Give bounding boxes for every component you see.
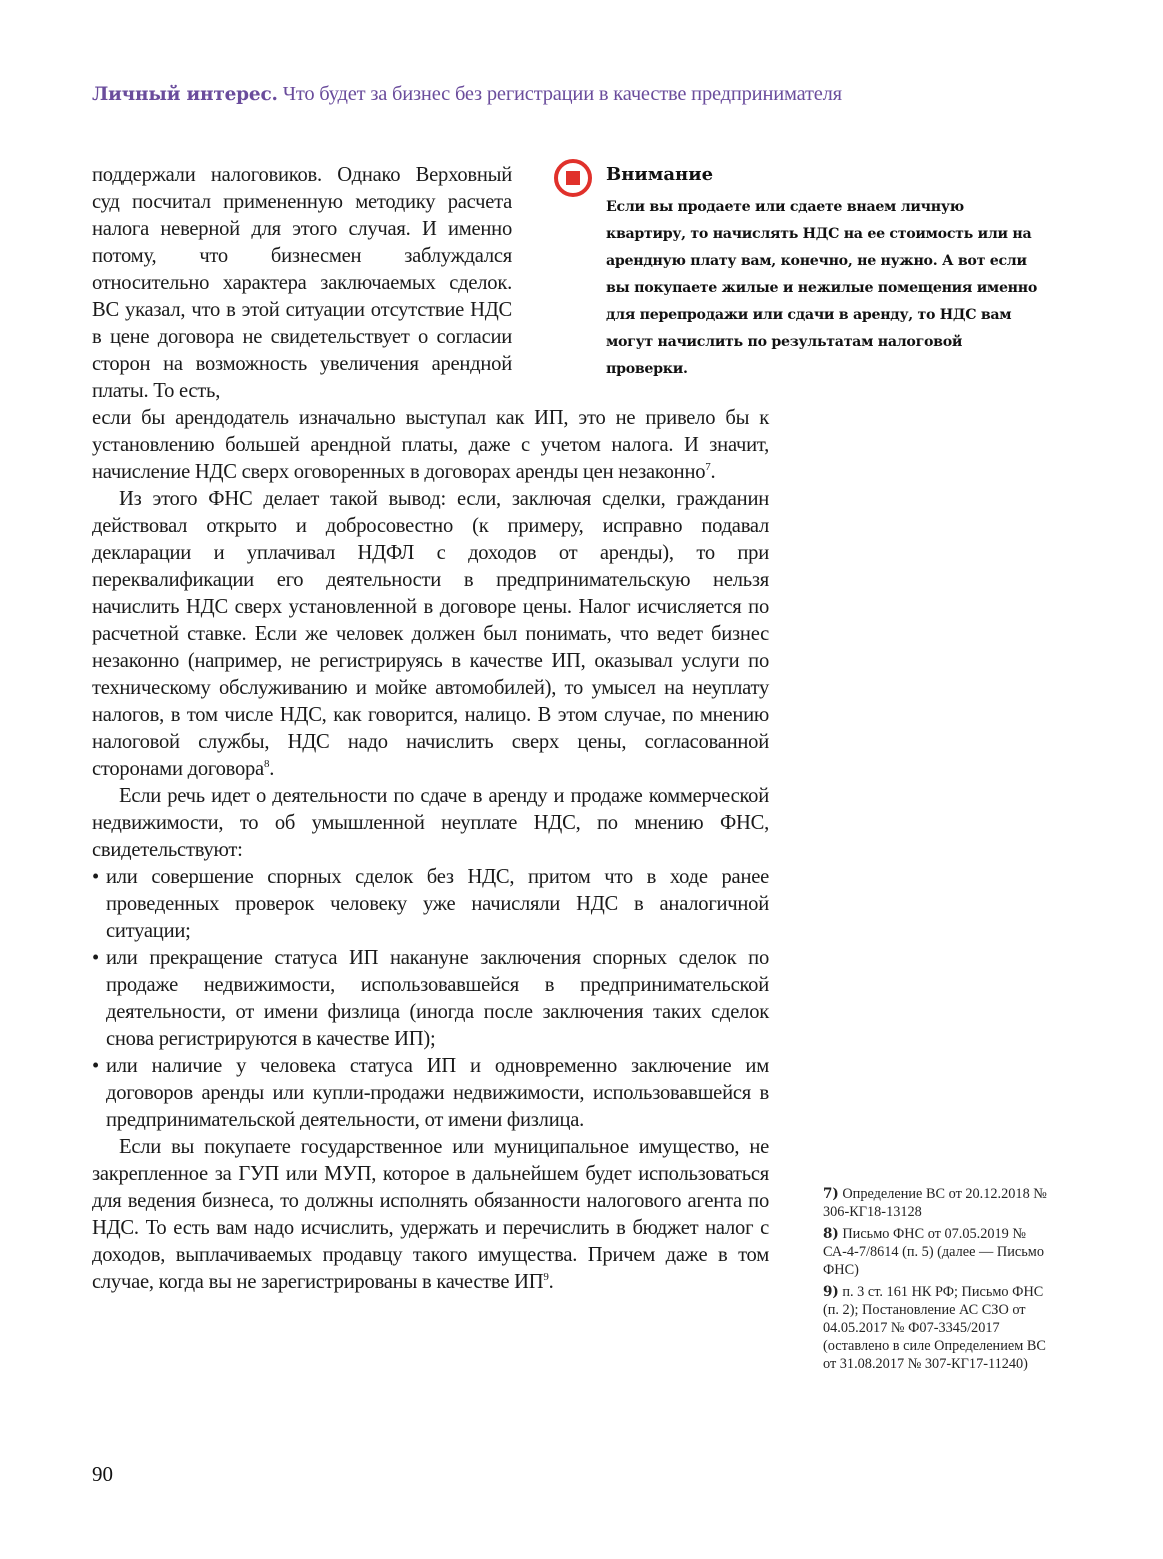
footnote-7 [823, 1185, 1053, 1221]
footnote-number: 7) [823, 1186, 839, 1202]
bullet-icon: • [92, 947, 99, 969]
attention-text: Если вы продаете или сдаете внаем личную квартиру, то начислять НДС на ее стоимость или на арендную плату вам, конечно, не нужно. А вот если вы покупаете жилые и нежилые помещения именно для перепродажи или сдачи в аренду, то НДС вам могут начислить по результатам налоговой проверки. [606, 199, 1038, 377]
footnote-number: 8) [823, 1226, 839, 1242]
footnote-ref[interactable]: 8 [263, 758, 270, 771]
top-column [92, 162, 512, 405]
stop-icon [553, 158, 593, 198]
paragraph-continuation [92, 405, 769, 486]
running-head [92, 83, 842, 106]
list-item [92, 864, 769, 945]
paragraph-3: Если речь идет о деятельности по сдаче в аренду и продаже коммерческой недвижимости, то об умышленной неуплате НДС, по мнению ФНС, свидетельствуют: [92, 785, 769, 861]
list-item [92, 1053, 769, 1134]
paragraph-text: если бы арендодатель изначально выступал как ИП, это не привело бы к установлению большей арендной платы, даже с учетом налога. И значит, начисление НДС сверх оговоренных в договорах аренды цен незаконно [92, 407, 769, 483]
footnote-text: Письмо ФНС от 07.05.2019 № СА-4-7/8614 (п. 5) (далее — Письмо ФНС) [823, 1226, 1044, 1278]
footnotes [823, 1185, 1053, 1377]
bullet-icon: • [92, 1055, 99, 1077]
paragraph-text: Если вы покупаете государственное или муниципальное имущество, не закрепленное за ГУП или МУП, которое в дальнейшем будет использоваться для ведения бизнеса, то должны исполнять обязанности налогового агента по НДС. То есть вам надо исчислить, удержать и перечислить в бюджет налог с доходов, выплачиваемых продавцу такого имущества. Причем даже в том случае, когда вы не зарегистрированы в качестве ИП [92, 1136, 769, 1293]
footnote-ref[interactable]: 7 [705, 461, 711, 474]
period: . [269, 758, 275, 780]
paragraph-text: Из этого ФНС делает такой вывод: если, заключая сделки, гражданин действовал открыто и добросовестно (к примеру, исправно подавал декларации и уплачивал НДФЛ с доходов от аренды), то при переквалификации его деятельности в предпринимательскую нельзя начислить НДС сверх установленной в договоре цены. Налог исчисляется по расчетной ставке. Если же человек должен был понимать, что ведет бизнес незаконно (например, не регистрируясь в качестве ИП, оказывал услуги по техническому обслуживанию и мойке автомобилей), то умысел на неуплату налогов, в том числе НДС, как говорится, налицо. В этом случае, по мнению налоговой службы, НДС надо начислить сверх цены, согласованной сторонами договора [92, 488, 769, 780]
list-item-text: или наличие у человека статуса ИП и одновременно заключение им договоров аренды или купли-продажи недвижимости, использовавшейся в предпринимательской деятельности, от имени физлица. [106, 1055, 769, 1131]
section-title: Личный интерес. [92, 84, 278, 105]
footnote-9 [823, 1283, 1053, 1373]
footnote-ref[interactable]: 9 [543, 1271, 549, 1284]
period: . [548, 1271, 554, 1293]
list-item-text: или прекращение статуса ИП накануне заключения спорных сделок по продаже недвижимости, использовавшейся в предпринимательской деятельности, от имени физлица (иногда после заключения таких сделок снова регистрируются в качестве ИП); [106, 947, 769, 1050]
chapter-subtitle: Что будет за бизнес без регистрации в качестве предпринимателя [277, 83, 842, 105]
list-item [92, 945, 769, 1053]
footnote-8 [823, 1225, 1053, 1279]
period: . [710, 461, 716, 483]
bullet-list [92, 864, 769, 1134]
top-paragraph: поддержали налоговиков. Однако Верховный суд посчитал примененную методику расчета налога неверной для этого случая. И именно потому, что бизнесмен заблуждался относительно характера заключаемых сделок. ВС указал, что в этой ситуации отсутствие НДС в цене договора не свидетельствует о согласии сторон на возможность увеличения арендной платы. То есть, [92, 164, 512, 402]
bullet-icon: • [92, 866, 99, 888]
footnote-text: Определение ВС от 20.12.2018 № 306-КГ18-13128 [823, 1186, 1047, 1220]
page-number: 90 [92, 1462, 113, 1486]
paragraph-2 [92, 486, 769, 783]
attention-title: Внимание [606, 164, 714, 185]
paragraph-4 [92, 1134, 769, 1296]
footnote-number: 9) [823, 1284, 839, 1300]
list-item-text: или совершение спорных сделок без НДС, притом что в ходе ранее проведенных проверок человеку уже начисляли НДС в аналогичной ситуации; [106, 866, 769, 942]
footnote-text: п. 3 ст. 161 НК РФ; Письмо ФНС (п. 2); Постановление АС СЗО от 04.05.2017 № Ф07-3345/2017 (оставлено в силе Определением ВС от 31.08.2017 № 307-КГ17-11240) [823, 1284, 1046, 1372]
main-column [92, 405, 769, 1296]
